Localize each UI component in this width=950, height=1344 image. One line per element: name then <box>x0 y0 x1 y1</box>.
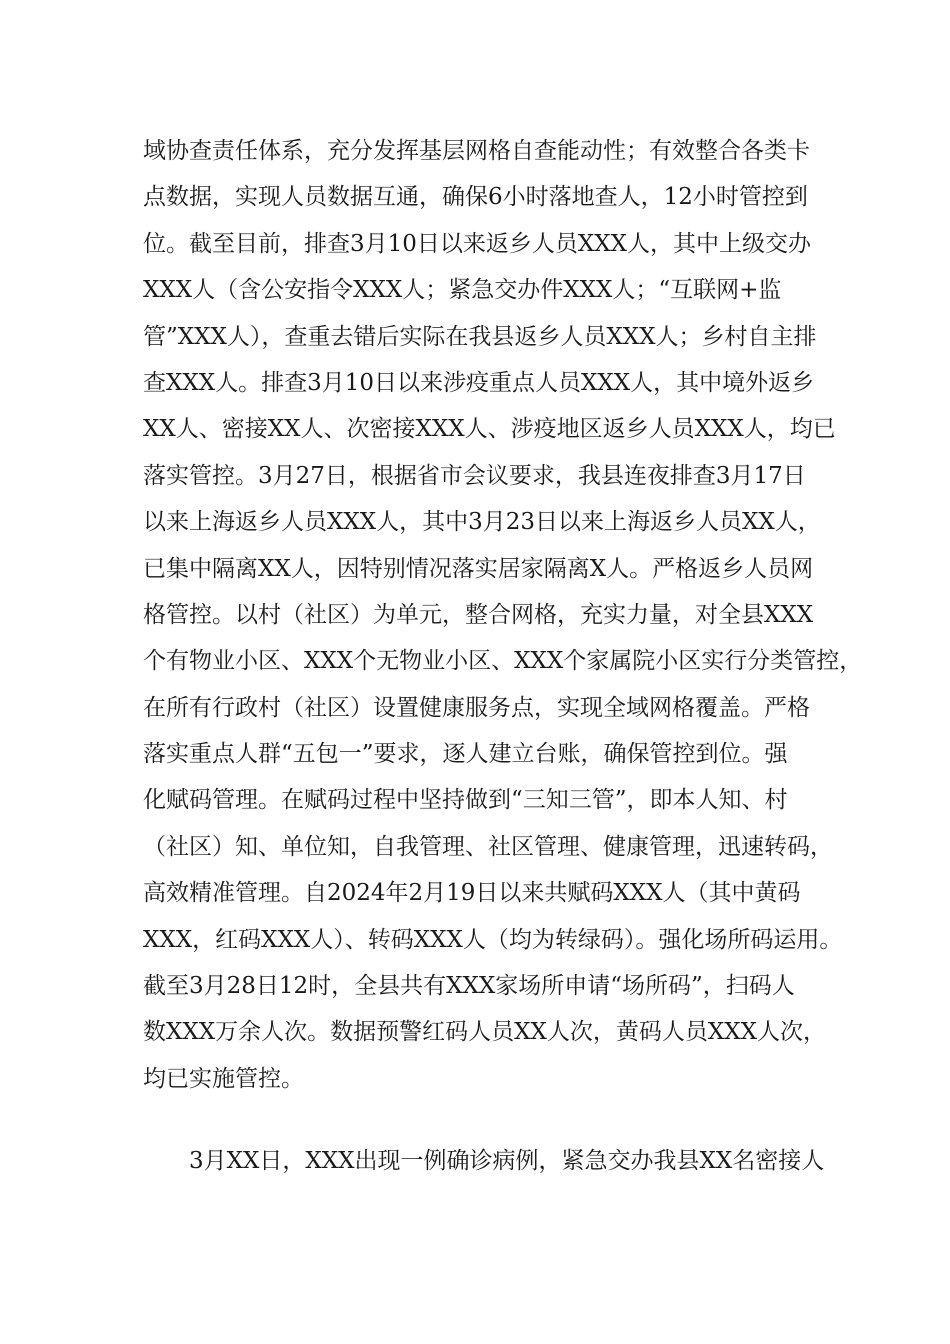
text-line: 查XXX人。排查3月10日以来涉疫重点人员XXX人，其中境外返乡 <box>143 369 815 396</box>
text-line: 均已实施管控。 <box>143 1065 304 1092</box>
text-line: 落实重点人群“五包一”要求，逐人建立台账，确保管控到位。强 <box>143 741 788 768</box>
text-line: 以来上海返乡人员XXX人，其中3月23日以来上海返乡人员XX人， <box>143 509 821 536</box>
text-line: 高效精准管理。自2024年2月19日以来共赋码XXX人（其中黄码 <box>143 880 801 907</box>
text-line: 已集中隔离XX人，因特别情况落实居家隔离X人。严格返乡人员网 <box>143 555 814 582</box>
text-line: 落实管控。3月27日，根据省市会议要求，我县连夜排查3月17日 <box>143 462 806 489</box>
paragraph <box>143 1138 833 1184</box>
text-line: 数XXX万余人次。数据预警红码人员XX人次，黄码人员XXX人次， <box>143 1019 826 1046</box>
text-line: 点数据，实现人员数据互通，确保6小时落地查人，12小时管控到 <box>143 184 808 211</box>
text-line: XXX人（含公安指令XXX人；紧急交办件XXX人；“互联网+监 <box>143 277 782 304</box>
paragraph-spacer <box>143 1102 833 1138</box>
text-line: 3月XX日，XXX出现一例确诊病例，紧急交办我县XX名密接人 <box>143 1148 825 1175</box>
text-line: 位。截至目前，排查3月10日以来返乡人员XXX人，其中上级交办 <box>143 230 812 257</box>
text-line: 个有物业小区、XXX个无物业小区、XXX个家属院小区实行分类管控， <box>143 648 863 675</box>
document-body <box>143 128 863 1185</box>
text-line: 在所有行政村（社区）设置健康服务点，实现全域网格覆盖。严格 <box>143 694 810 721</box>
text-line: 截至3月28日12时，全县共有XXX家场所申请“场所码”，扫码人 <box>143 973 795 1000</box>
text-line: （社区）知、单位知，自我管理、社区管理、健康管理，迅速转码， <box>143 833 833 860</box>
text-line: 管”XXX人），查重去错后实际在我县返乡人员XXX人；乡村自主排 <box>143 323 817 350</box>
text-line: 域协查责任体系，充分发挥基层网格自查能动性；有效整合各类卡 <box>143 138 810 164</box>
paragraph <box>143 128 863 1102</box>
text-line: 化赋码管理。在赋码过程中坚持做到“三知三管”，即本人知、村 <box>143 787 788 814</box>
text-line: XXX，红码XXX人）、转码XXX人（均为转绿码）。强化场所码运用。 <box>143 926 843 953</box>
text-line: 格管控。以村（社区）为单元，整合网格，充实力量，对全县XXX <box>143 601 814 628</box>
text-line: XX人、密接XX人、次密接XXX人、涉疫地区返乡人员XXX人，均已 <box>143 416 836 443</box>
